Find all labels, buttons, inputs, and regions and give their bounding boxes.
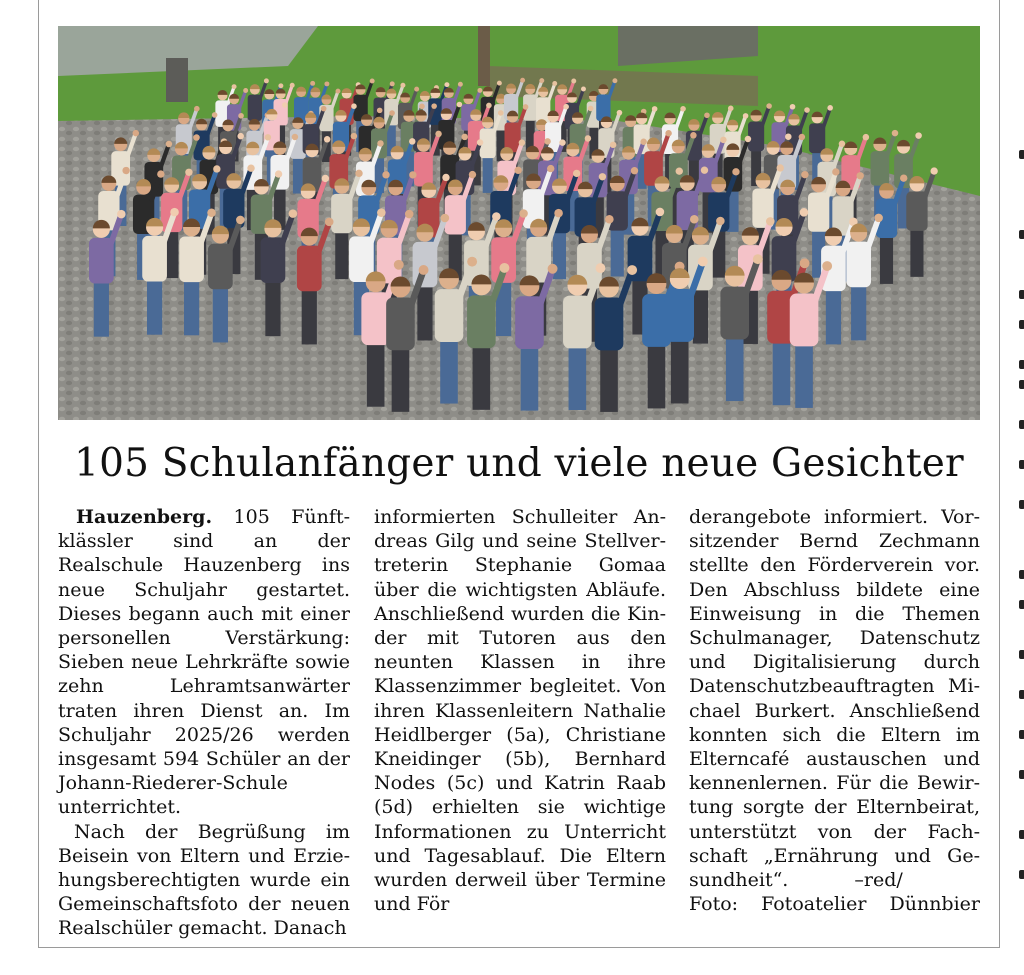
paragraph-2-middle: informierten Schulleiter Andreas Gilg und seine Stellvertreterin Stephanie Gomaa über die wichtigsten Abläufe. Anschließend wurden die Kinder mit Tutoren aus den neunten Klassen in ihre Klassenzimmer begleitet. Von ihren Klassenleitern Nathalie Heidlberger (5a), Christiane Kneidinger (5b), Bernhard Nodes (5c) und Katrin Raab (5d) erhielten sie wichtige Informationen zu Unterricht und Tagesablauf. Die Eltern wurden derweil über Termine und För [374,506,666,916]
paragraph-2-end [689,505,980,892]
author-credit: –red/ [854,869,903,892]
article-column-3 [689,505,980,916]
group-photo-illustration [58,26,980,420]
group-photo [58,26,980,420]
paragraph-2-start: Nach der Begrüßung im Beisein von Eltern und Erziehungsberechtigten wurde ein Gemeinschaftsfoto der neuen Realschüler gemacht. Danach [58,820,350,940]
photo-credit: Foto: Fotoatelier Dünnbier [689,893,980,916]
adjacent-column-edge [1005,130,1024,890]
article-column-1 [58,505,350,941]
paragraph-1 [58,505,350,820]
paragraph-2-end-text: derangebote informiert. Vorsitzender Bernd Zechmann stellte den Förderverein vor. Den Abschluss bildete eine Einweisung in die Themen Schulmanager, Datenschutz und Digitalisierung durch Datenschutzbeauftragten Michael Burkert. Anschließend konnten sich die Eltern im Elterncafé austauschen und kennenlernen. Für die Bewirtung sorgte der Elternbeirat, unterstützt von der Fachschaft „Ernährung und Gesundheit“. [689,506,980,892]
paragraph-1-text: 105 Fünftklässler sind an der Realschule Hauzenberg ins neue Schuljahr gestartet. Dieses begann auch mit einer personellen Verstärkung: Sieben neue Lehrkräfte sowie zehn Lehramtsanwärter traten ihren Dienst an. Im Schuljahr 2025/26 werden insgesamt 594 Schüler an der Johann-Riederer-Schule unterrichtet. [58,506,350,819]
dateline: Hauzenberg. [76,506,213,528]
headline: 105 Schulanfänger und viele neue Gesichter [74,441,964,486]
article-column-2 [374,505,666,916]
